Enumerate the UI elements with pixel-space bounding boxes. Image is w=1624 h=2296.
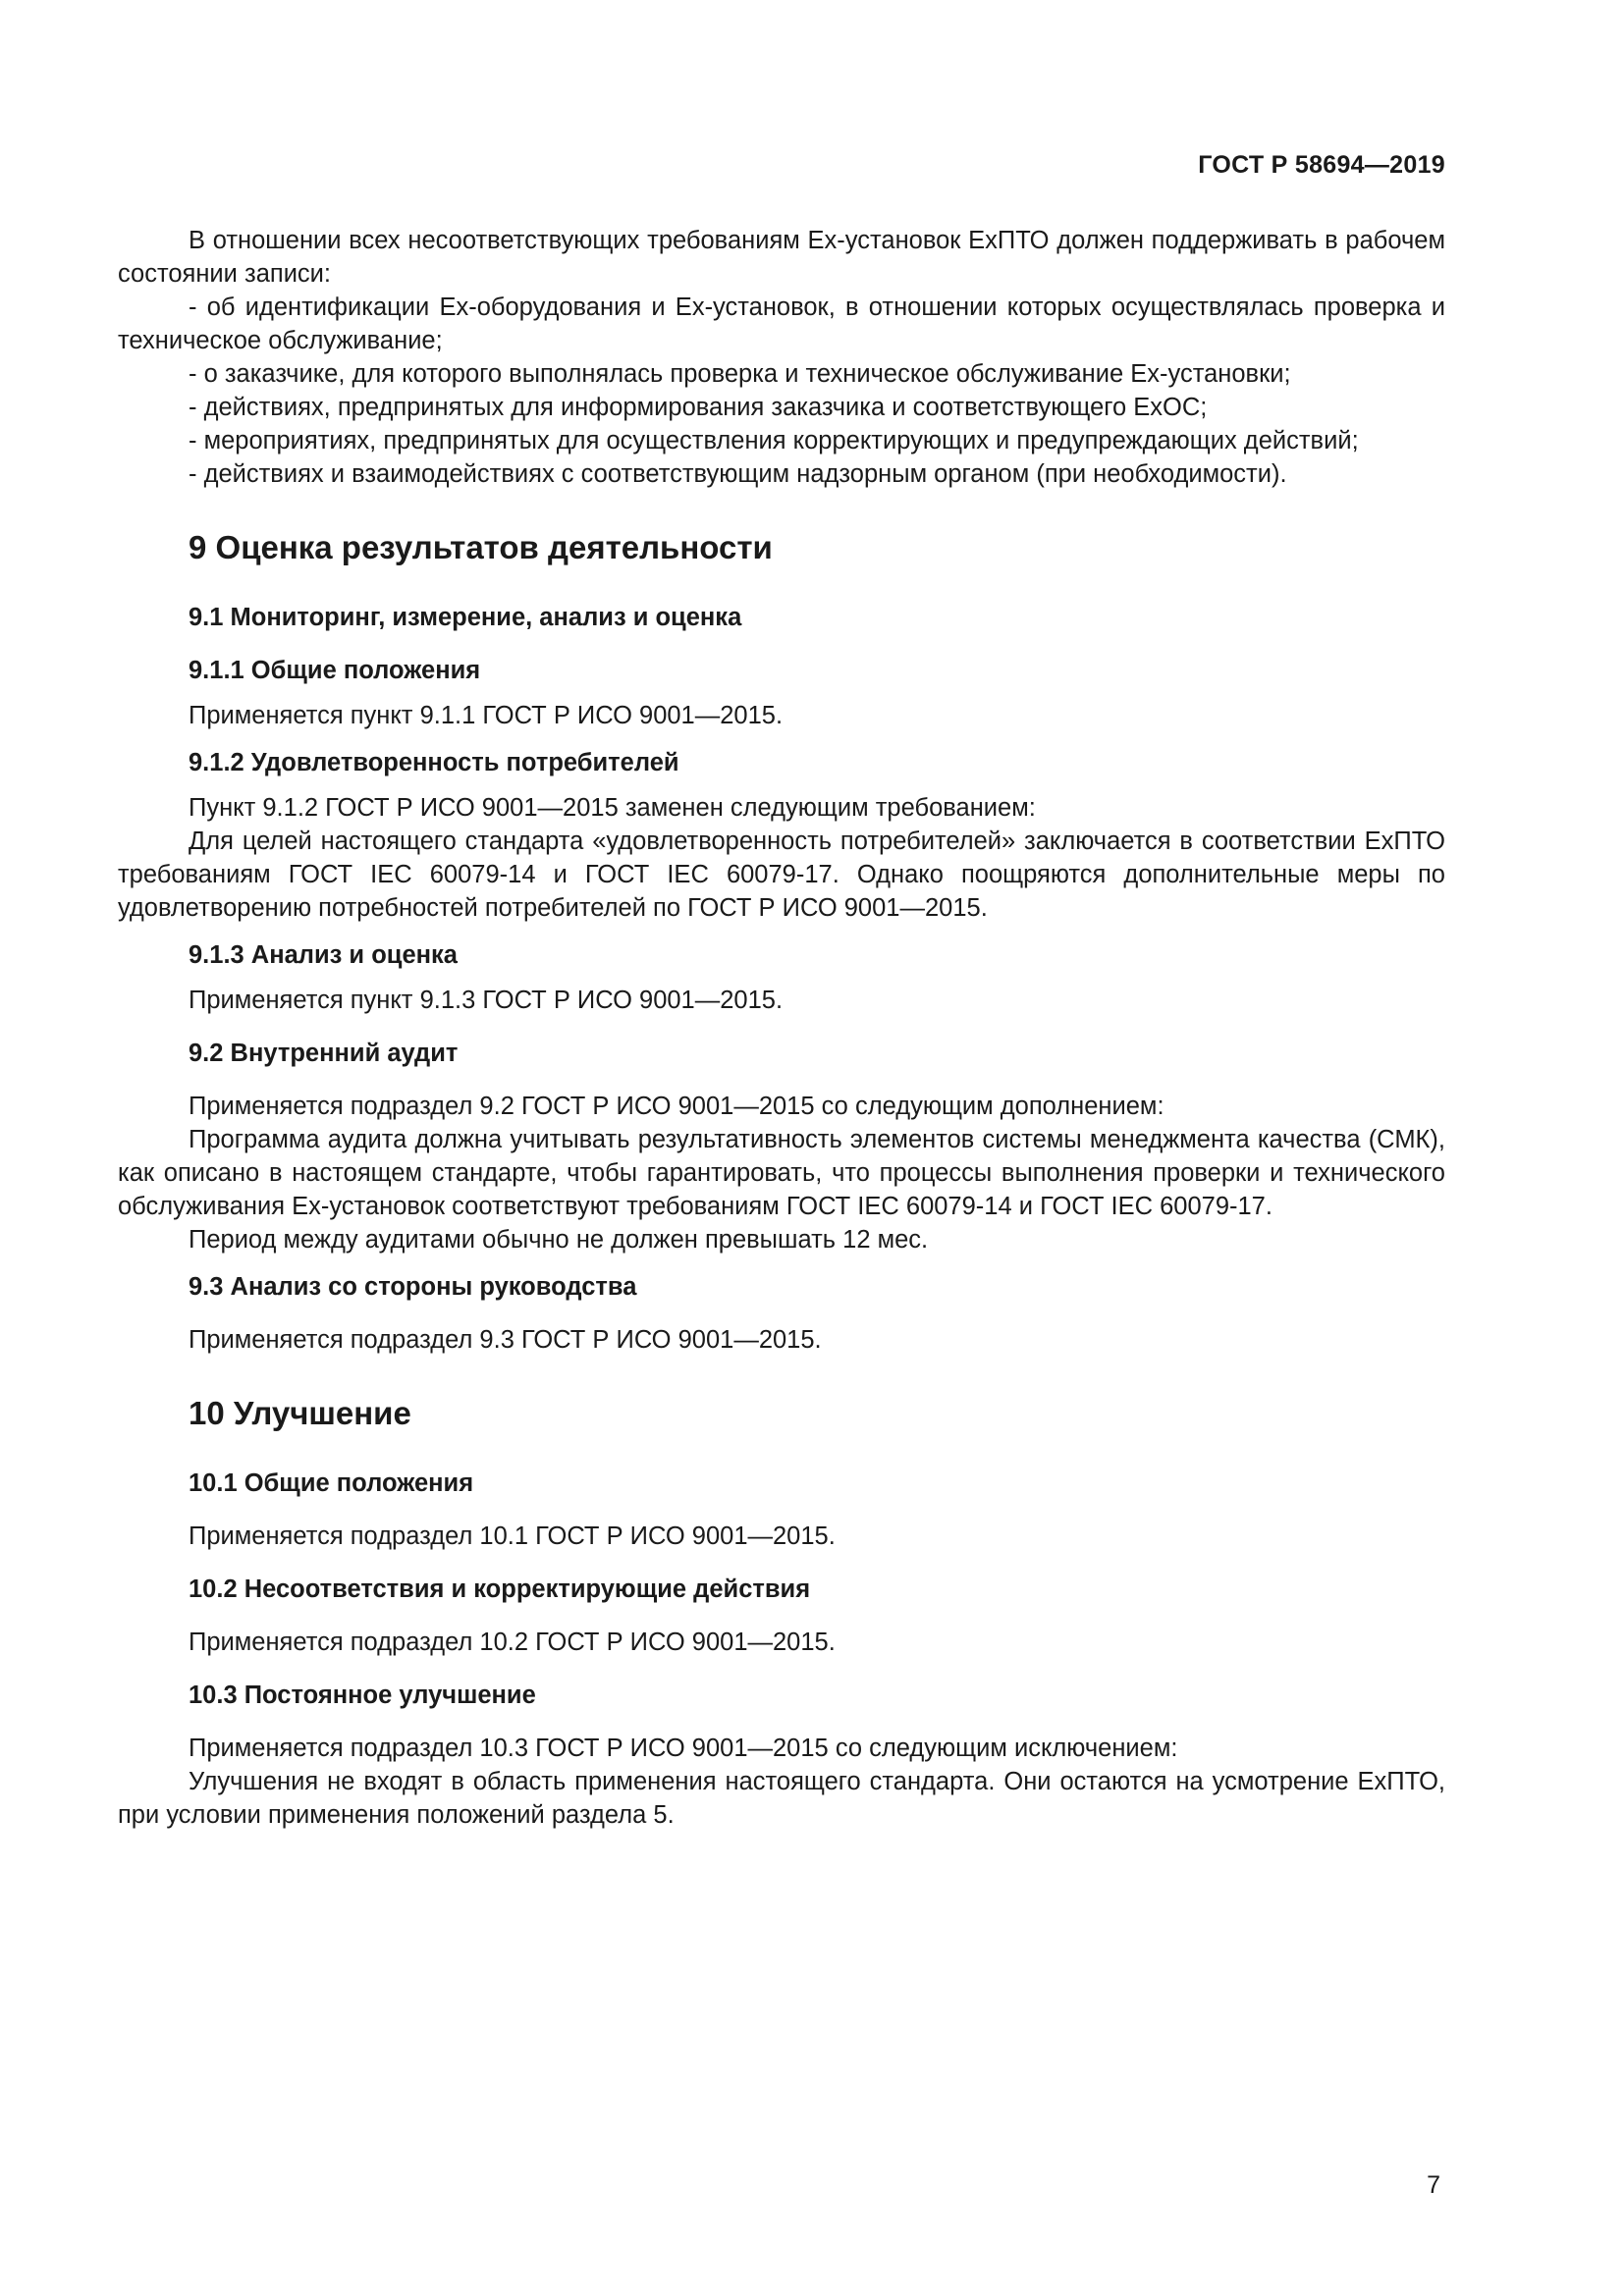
list-item: - мероприятиях, предпринятых для осуществления корректирующих и предупреждающих действий; [189, 427, 1359, 454]
section-10-heading: 10 Улучшение [189, 1395, 411, 1431]
section-9-3-heading: 9.3 Анализ со стороны руководства [189, 1273, 637, 1301]
list-item: - действиях и взаимодействиях с соответствующим надзорным органом (при необходимости). [189, 460, 1287, 488]
section-9-1-1-text: Применяется пункт 9.1.1 ГОСТ Р ИСО 9001—2015. [189, 702, 784, 729]
intro-paragraph: В отношении всех несоответствующих требованиям Ex-установок ExПТО должен поддерживать в рабочем состоянии записи: [118, 227, 1445, 288]
section-9-2-text-2: Программа аудита должна учитывать результативность элементов системы менеджмента качества (СМК), как описано в настоящем стандарте, чтобы гарантировать, что процессы выполнения проверки и технического обслуживания Ex-установок соответствуют требованиям ГОСТ IEC 60079-14 и ГОСТ IEC 60079-17. [118, 1126, 1445, 1220]
section-9-2-text-1: Применяется подраздел 9.2 ГОСТ Р ИСО 9001—2015 со следующим дополнением: [189, 1093, 1164, 1120]
section-10-1-text: Применяется подраздел 10.1 ГОСТ Р ИСО 9001—2015. [189, 1522, 836, 1550]
section-9-2-heading: 9.2 Внутренний аудит [189, 1040, 459, 1067]
section-10-2-heading: 10.2 Несоответствия и корректирующие действия [189, 1575, 811, 1603]
section-9-2-text-3: Период между аудитами обычно не должен превышать 12 мес. [189, 1226, 929, 1254]
document-code-header: ГОСТ Р 58694—2019 [1198, 151, 1445, 179]
section-10-1-heading: 10.1 Общие положения [189, 1469, 474, 1497]
page-number: 7 [1427, 2171, 1440, 2199]
section-9-1-3-heading: 9.1.3 Анализ и оценка [189, 941, 458, 969]
section-9-1-1-heading: 9.1.1 Общие положения [189, 657, 481, 684]
section-10-3-heading: 10.3 Постоянное улучшение [189, 1682, 536, 1709]
page-content [118, 224, 1445, 1832]
section-9-1-3-text: Применяется пункт 9.1.3 ГОСТ Р ИСО 9001—2015. [189, 987, 784, 1014]
section-9-heading: 9 Оценка результатов деятельности [189, 529, 773, 565]
list-item: - о заказчике, для которого выполнялась проверка и техническое обслуживание Ex-установки; [189, 360, 1291, 388]
section-10-3-text-2: Улучшения не входят в область применения настоящего стандарта. Они остаются на усмотрение ExПТО, при условии применения положений раздела 5. [118, 1768, 1445, 1829]
list-item: - об идентификации Ex-оборудования и Ex-установок, в отношении которых осуществлялась проверка и техническое обслуживание; [118, 294, 1445, 354]
section-9-1-2-text-2: Для целей настоящего стандарта «удовлетворенность потребителей» заключается в соответствии ExПТО требованиям ГОСТ IEC 60079-14 и ГОСТ IEC 60079-17. Однако поощряются дополнительные меры по удовлетворению потребностей потребителей по ГОСТ Р ИСО 9001—2015. [118, 828, 1445, 922]
section-9-1-2-text-1: Пункт 9.1.2 ГОСТ Р ИСО 9001—2015 заменен следующим требованием: [189, 794, 1036, 822]
section-10-2-text: Применяется подраздел 10.2 ГОСТ Р ИСО 9001—2015. [189, 1629, 836, 1656]
list-item: - действиях, предпринятых для информирования заказчика и соответствующего ExOC; [189, 394, 1208, 421]
section-9-1-heading: 9.1 Мониторинг, измерение, анализ и оценка [189, 604, 742, 631]
section-9-3-text: Применяется подраздел 9.3 ГОСТ Р ИСО 9001—2015. [189, 1326, 822, 1354]
section-10-3-text-1: Применяется подраздел 10.3 ГОСТ Р ИСО 9001—2015 со следующим исключением: [189, 1735, 1178, 1762]
section-9-1-2-heading: 9.1.2 Удовлетворенность потребителей [189, 749, 679, 776]
